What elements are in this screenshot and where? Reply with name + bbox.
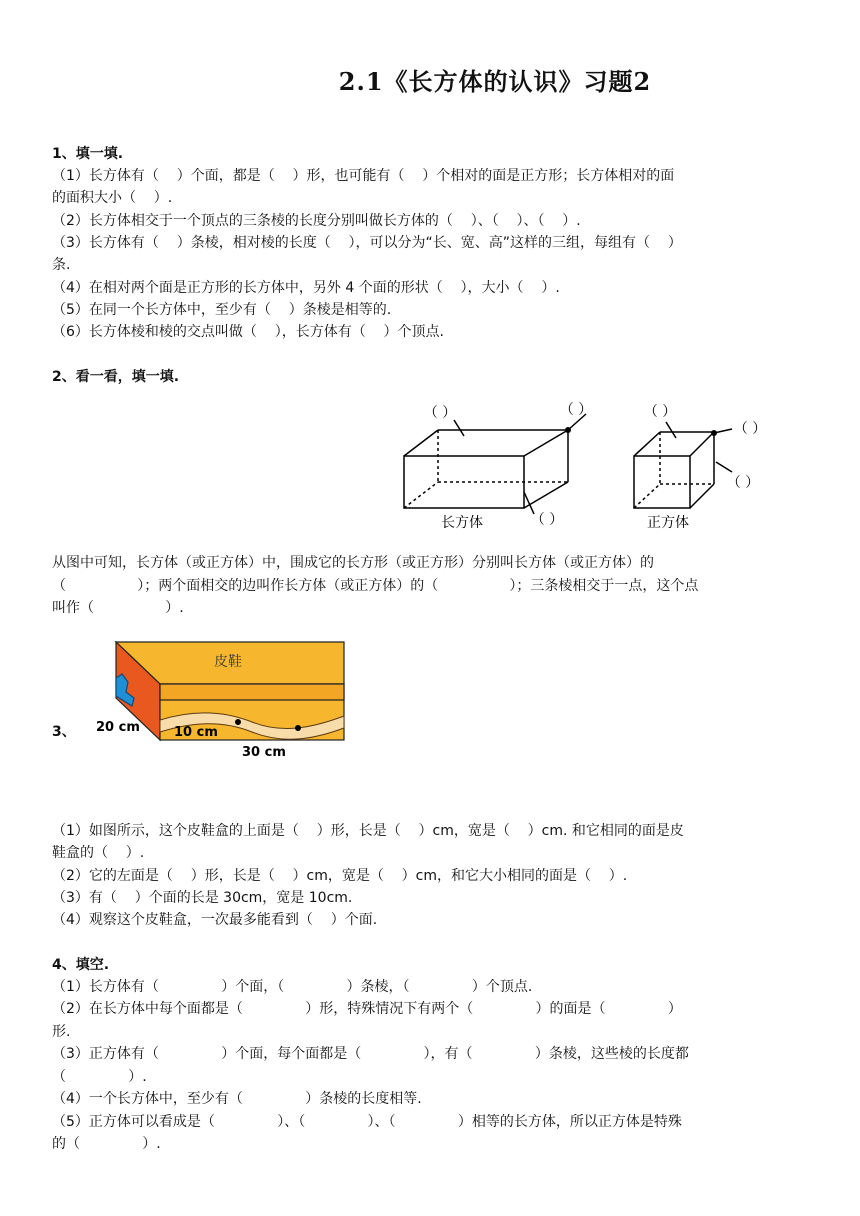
section-1-heading: 1、填一填. [52, 146, 124, 162]
cuboid-vertex-blank: （ ） [559, 402, 593, 418]
s3-q1: （1）如图所示，这个皮鞋盒的上面是（ ）形，长是（ ）cm，宽是（ ）cm. 和它相同的面是皮 [52, 823, 684, 839]
dim-height-label: 20 cm [96, 720, 140, 735]
s3-q1-cont: 鞋盒的（ ）. [52, 845, 145, 861]
s4-q3: （3）正方体有（ ）个面，每个面都是（ ），有（ ）条棱，这些棱的长度都 [52, 1046, 689, 1062]
shoebox-label: 皮鞋 [214, 654, 242, 670]
s1-q3: （3）长方体有（ ）条棱，相对棱的长度（ ），可以分为“长、宽、高”这样的三组，每组有（ ） [52, 235, 682, 251]
s4-q5: （5）正方体可以看成是（ ）、（ ）、（ ）相等的长方体，所以正方体是特殊 [52, 1114, 682, 1130]
shoebox-dot-2 [295, 725, 301, 731]
cuboid-label: 长方体 [441, 515, 483, 531]
s3-q3: （3）有（ ）个面的长是 30cm，宽是 10cm. [52, 890, 353, 906]
shoebox-dot-1 [235, 719, 241, 725]
s1-q3-cont: 条. [52, 257, 71, 273]
section-3-heading: 3、 [52, 724, 76, 740]
cube-drawing [634, 422, 732, 508]
s1-q1-cont: 的面积大小（ ）. [52, 190, 173, 206]
s1-q1: （1）长方体有（ ）个面，都是（ ）形，也可能有（ ）个相对的面是正方形；长方体相对的面 [52, 168, 675, 184]
shoebox-figure [92, 636, 352, 764]
cube-vertex-blank: （ ） [733, 421, 767, 437]
s3-q4: （4）观察这个皮鞋盒，一次最多能看到（ ）个面. [52, 912, 378, 928]
cuboid-cube-figure [390, 396, 790, 536]
cube-edge-blank: （ ） [726, 475, 760, 491]
page-title: 2.1《长方体的认识》习题2 [338, 67, 652, 96]
cube-face-blank: （ ） [643, 404, 677, 420]
s1-q5: （5）在同一个长方体中，至少有（ ）条棱是相等的. [52, 302, 392, 318]
s2-para-line2: （ ）；两个面相交的边叫作长方体（或正方体）的（ ）；三条棱相交于一点，这个点 [52, 578, 699, 594]
s1-q4: （4）在相对两个面是正方形的长方体中，另外 4 个面的形状（ ），大小（ ）. [52, 280, 560, 296]
s2-para-line1: 从图中可知，长方体（或正方体）中，围成它的长方形（或正方形）分别叫长方体（或正方体）的 [52, 555, 654, 571]
dim-length-label: 30 cm [242, 745, 286, 760]
section-2-heading: 2、看一看，填一填. [52, 369, 180, 385]
s4-q1: （1）长方体有（ ）个面，（ ）条棱，（ ）个顶点. [52, 979, 533, 995]
cuboid-drawing [404, 420, 568, 514]
shoebox-lid-band [160, 684, 344, 700]
cube-label: 正方体 [647, 515, 689, 531]
s3-q2: （2）它的左面是（ ）形，长是（ ）cm，宽是（ ）cm，和它大小相同的面是（ ）. [52, 868, 628, 884]
s4-q2: （2）在长方体中每个面都是（ ）形，特殊情况下有两个（ ）的面是（ ） [52, 1001, 682, 1017]
s4-q3-cont: （ ）. [52, 1069, 147, 1085]
section-4-heading: 4、填空. [52, 957, 110, 973]
s1-q2: （2）长方体相交于一个顶点的三条棱的长度分别叫做长方体的（ ）、（ ）、（ ）. [52, 213, 581, 229]
dim-width-label: 10 cm [174, 725, 218, 740]
s4-q5-cont: 的（ ）. [52, 1136, 161, 1152]
s2-para-line3: 叫作（ ）. [52, 600, 184, 616]
cuboid-face-blank: （ ） [423, 405, 457, 421]
cuboid-edge-blank: （ ） [530, 512, 564, 528]
s4-q4: （4）一个长方体中，至少有（ ）条棱的长度相等. [52, 1091, 422, 1107]
s4-q2-cont: 形. [52, 1024, 71, 1040]
s1-q6: （6）长方体棱和棱的交点叫做（ ），长方体有（ ）个顶点. [52, 324, 444, 340]
